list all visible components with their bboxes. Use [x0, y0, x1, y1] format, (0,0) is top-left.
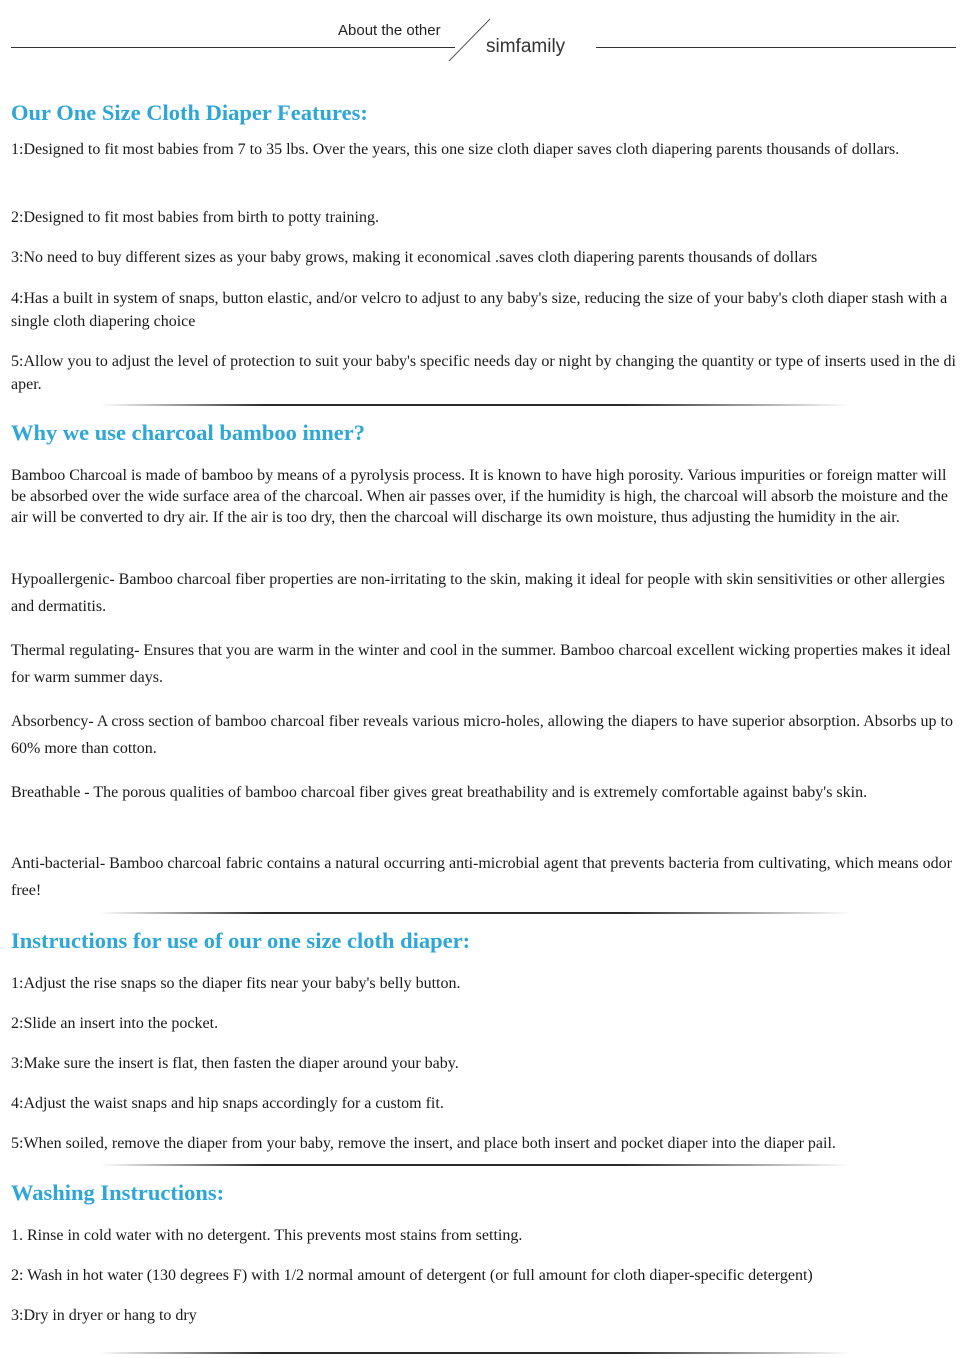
charcoal-absorbency: Absorbency- A cross section of bamboo charcoal fiber reveals various micro-holes, allowing the diapers to have superior absorption. Absorbs up to 60% more than cotton. — [11, 713, 953, 757]
features-heading: Our One Size Cloth Diaper Features: — [11, 100, 368, 125]
instructions-heading: Instructions for use of our one size cloth diaper: — [11, 928, 471, 953]
charcoal-thermal: Thermal regulating- Ensures that you are warm in the winter and cool in the summer. Bamboo charcoal excellent wicking properties makes it ideal for warm summer days. — [11, 642, 951, 686]
section-divider — [100, 1352, 850, 1354]
instructions-item-1: 1:Adjust the rise snaps so the diaper fits near your baby's belly button. — [11, 975, 461, 992]
section-divider — [100, 1164, 850, 1166]
instructions-item-4: 4:Adjust the waist snaps and hip snaps accordingly for a custom fit. — [11, 1095, 444, 1112]
features-item-4: 4:Has a built in system of snaps, button elastic, and/or velcro to adjust to any baby's size, reducing the size of your baby's cloth diaper stash with a single cloth diapering choice — [11, 290, 948, 330]
header-about-text: About the other — [338, 22, 441, 39]
features-item-3: 3:No need to buy different sizes as your baby grows, making it economical .saves cloth diapering parents thousands of dollars — [11, 249, 818, 266]
features-item-2: 2:Designed to fit most babies from birth to potty training. — [11, 209, 379, 226]
charcoal-breathable: Breathable - The porous qualities of bamboo charcoal fiber gives great breathability and is extremely comfortable against baby's skin. — [11, 784, 868, 801]
charcoal-antibacterial: Anti-bacterial- Bamboo charcoal fabric contains a natural occurring anti-microbial agent that prevents bacteria from cultivating, which means odor free! — [11, 855, 952, 899]
brand-name: simfamily — [486, 36, 566, 57]
washing-item-3: 3:Dry in dryer or hang to dry — [11, 1307, 197, 1324]
features-item-5: 5:Allow you to adjust the level of protection to suit your baby's specific needs day or night by changing the quantity or type of inserts used in the diaper. — [11, 353, 956, 393]
header-rule-left — [11, 47, 455, 48]
washing-item-2: 2: Wash in hot water (130 degrees F) with 1/2 normal amount of detergent (or full amount for cloth diaper-specific detergent) — [11, 1267, 813, 1284]
instructions-item-3: 3:Make sure the insert is flat, then fasten the diaper around your baby. — [11, 1055, 459, 1072]
instructions-item-2: 2:Slide an insert into the pocket. — [11, 1015, 219, 1032]
header-rule-right — [596, 47, 956, 48]
features-item-1: 1:Designed to fit most babies from 7 to 35 lbs. Over the years, this one size cloth diaper saves cloth diapering parents thousands of dollars. — [11, 141, 900, 158]
page-header — [0, 0, 968, 70]
washing-heading: Washing Instructions: — [11, 1180, 225, 1205]
charcoal-heading: Why we use charcoal bamboo inner? — [11, 420, 365, 445]
section-divider — [100, 912, 850, 914]
section-divider — [100, 404, 850, 406]
charcoal-hypoallergenic: Hypoallergenic- Bamboo charcoal fiber properties are non-irritating to the skin, making it ideal for people with skin sensitivities or other allergies and dermatitis. — [11, 571, 945, 615]
washing-item-1: 1. Rinse in cold water with no detergent. This prevents most stains from setting. — [11, 1227, 523, 1244]
instructions-item-5: 5:When soiled, remove the diaper from your baby, remove the insert, and place both insert and pocket diaper into the diaper pail. — [11, 1135, 836, 1152]
charcoal-intro: Bamboo Charcoal is made of bamboo by means of a pyrolysis process. It is known to have high porosity. Various impurities or foreign matter will be absorbed over the wide surface area of the charcoal. When air passes over, if the humidity is high, the charcoal will absorb the moisture and the air will be converted to dry air. If the air is too dry, then the charcoal will discharge its own moisture, thus adjusting the humidity in the air. — [11, 467, 948, 526]
